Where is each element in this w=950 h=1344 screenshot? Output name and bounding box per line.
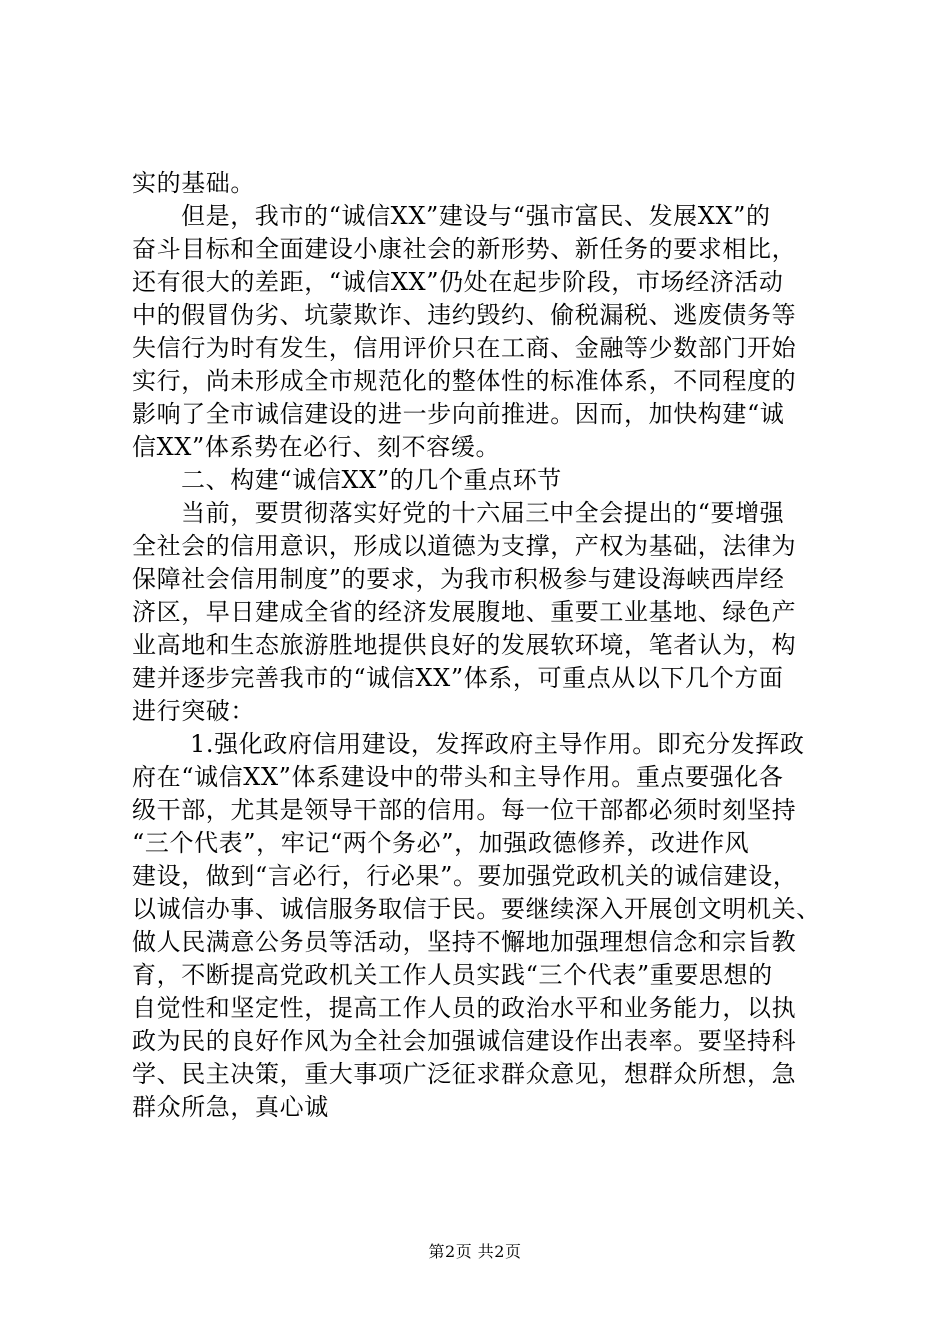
text-line: 济区，早日建成全省的经济发展腹地、重要工业基地、绿色产: [132, 598, 797, 626]
page-number-footer: 第2页 共2页: [428, 1242, 522, 1261]
text-line: 影响了全市诚信建设的进一步向前推进。因而，加快构建“诚: [132, 400, 785, 428]
text-line: 进行突破：: [132, 697, 255, 725]
text-line: 建并逐步完善我市的“诚信XX”体系，可重点从以下几个方面: [132, 664, 784, 692]
text-line: 信XX”体系势在必行、刻不容缓。: [132, 433, 501, 461]
section-heading: 二、构建“诚信XX”的几个重点环节: [181, 466, 562, 494]
text-line: 府在“诚信XX”体系建设中的带头和主导作用。重点要强化各: [132, 763, 784, 791]
text-line: 1.强化政府信用建设，发挥政府主导作用。即充分发挥政: [190, 730, 805, 758]
text-line: 以诚信办事、诚信服务取信于民。要继续深入开展创文明机关、: [132, 895, 821, 923]
text-line: 保障社会信用制度”的要求，为我市积极参与建设海峡西岸经: [132, 565, 785, 593]
text-line: 全社会的信用意识，形成以道德为支撑，产权为基础，法律为: [132, 532, 797, 560]
document-body: [132, 167, 832, 1124]
text-line: 实的基础。: [132, 169, 255, 197]
text-line: 当前，要贯彻落实好党的十六届三中全会提出的“要增强: [181, 499, 785, 527]
text-line: 育，不断提高党政机关工作人员实践“三个代表”重要思想的: [132, 961, 773, 989]
text-line: 但是，我市的“诚信XX”建设与“强市富民、发展XX”的: [181, 202, 771, 230]
text-line: 业高地和生态旅游胜地提供良好的发展软环境，笔者认为，构: [132, 631, 797, 659]
text-line: 还有很大的差距，“诚信XX”仍处在起步阶段，市场经济活动: [132, 268, 784, 296]
text-line: 中的假冒伪劣、坑蒙欺诈、违约毁约、偷税漏税、逃废债务等: [132, 301, 797, 329]
text-line: 政为民的良好作风为全社会加强诚信建设作出表率。要坚持科: [132, 1027, 797, 1055]
text-line: 实行，尚未形成全市规范化的整体性的标准体系，不同程度的: [132, 367, 797, 395]
text-line: 自觉性和坚定性，提高工作人员的政治水平和业务能力，以执: [132, 994, 797, 1022]
text-line: 建设，做到“言必行，行必果”。要加强党政机关的诚信建设，: [132, 862, 798, 890]
text-line: 学、民主决策，重大事项广泛征求群众意见，想群众所想，急: [132, 1060, 797, 1088]
text-line: 失信行为时有发生，信用评价只在工商、金融等少数部门开始: [132, 334, 797, 362]
text-line: 做人民满意公务员等活动，坚持不懈地加强理想信念和宗旨教: [132, 928, 797, 956]
text-line: 群众所急，真心诚: [132, 1093, 329, 1121]
text-line: 奋斗目标和全面建设小康社会的新形势、新任务的要求相比，: [132, 235, 797, 263]
text-line: 级干部，尤其是领导干部的信用。每一位干部都必须时刻坚持: [132, 796, 797, 824]
text-line: “三个代表”，牢记“两个务必”，加强政德修养，改进作风: [132, 829, 750, 857]
